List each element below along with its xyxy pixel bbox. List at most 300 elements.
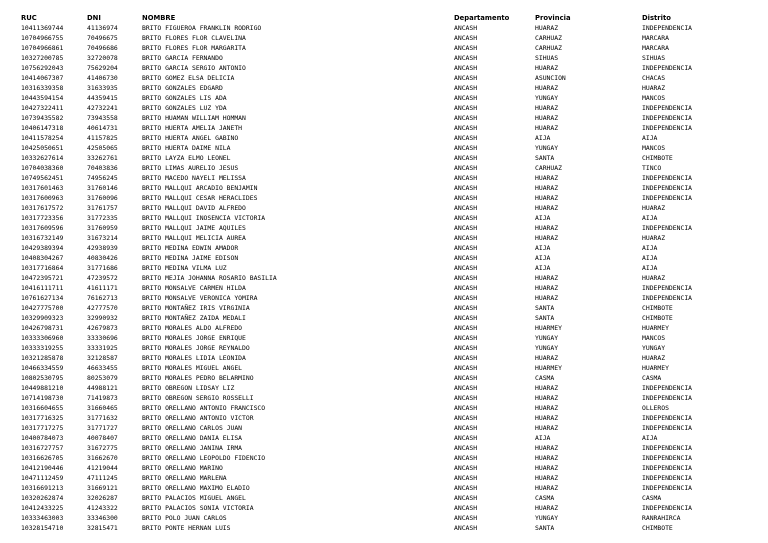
cell-nombre: BRITO POLO JUAN CARLOS [142, 513, 227, 522]
table-row [0, 494, 768, 502]
cell-ruc: 10739435582 [21, 113, 64, 122]
cell-departamento: ANCASH [454, 243, 478, 252]
cell-dni: 75629204 [87, 63, 118, 72]
cell-provincia: SANTA [535, 153, 555, 162]
cell-dni: 41157825 [87, 133, 118, 142]
cell-departamento: ANCASH [454, 163, 478, 172]
cell-distrito: INDEPENDENCIA [642, 283, 693, 292]
cell-distrito: HUARAZ [642, 353, 666, 362]
cell-nombre: BRITO ORELLANO MAXIMO ELADIO [142, 483, 250, 492]
cell-ruc: 10408304267 [21, 253, 64, 262]
cell-distrito: INDEPENDENCIA [642, 223, 693, 232]
cell-departamento: ANCASH [454, 423, 478, 432]
cell-departamento: ANCASH [454, 93, 478, 102]
cell-dni: 44988121 [87, 383, 118, 392]
cell-provincia: HUARAZ [535, 63, 559, 72]
cell-ruc: 10412190446 [21, 463, 64, 472]
cell-dni: 31760096 [87, 193, 118, 202]
table-row [0, 514, 768, 522]
table-row [0, 214, 768, 222]
cell-dni: 42732241 [87, 103, 118, 112]
cell-provincia: HUARAZ [535, 193, 559, 202]
header-departamento: Departamento [454, 14, 510, 22]
cell-provincia: HUARAZ [535, 463, 559, 472]
cell-nombre: BRITO MACEDO NAYELI MELISSA [142, 173, 246, 182]
cell-distrito: AIJA [642, 433, 658, 442]
cell-distrito: INDEPENDENCIA [642, 23, 693, 32]
cell-nombre: BRITO FLORES FLOR CLAVELINA [142, 33, 246, 42]
cell-provincia: HUARAZ [535, 403, 559, 412]
cell-departamento: ANCASH [454, 303, 478, 312]
cell-distrito: INDEPENDENCIA [642, 443, 693, 452]
cell-ruc: 10332627614 [21, 153, 64, 162]
cell-nombre: BRITO MORALES ALDO ALFREDO [142, 323, 243, 332]
cell-nombre: BRITO ORELLANO DANIA ELISA [142, 433, 243, 442]
cell-nombre: BRITO PALACIOS SONIA VICTORIA [142, 503, 254, 512]
cell-ruc: 10471112459 [21, 473, 64, 482]
cell-distrito: HUARMEY [642, 363, 669, 372]
cell-ruc: 10317600963 [21, 193, 64, 202]
cell-provincia: AIJA [535, 433, 551, 442]
cell-departamento: ANCASH [454, 343, 478, 352]
cell-nombre: BRITO HUERTA DAIME NILA [142, 143, 231, 152]
cell-dni: 44359415 [87, 93, 118, 102]
cell-provincia: HUARMEY [535, 323, 562, 332]
table-row [0, 194, 768, 202]
cell-distrito: CASMA [642, 373, 662, 382]
cell-ruc: 10449881210 [21, 383, 64, 392]
header-ruc: RUC [21, 14, 37, 22]
cell-provincia: AIJA [535, 133, 551, 142]
cell-dni: 41243322 [87, 503, 118, 512]
table-row [0, 414, 768, 422]
cell-nombre: BRITO MALLQUI DAVID ALFREDO [142, 203, 246, 212]
cell-departamento: ANCASH [454, 393, 478, 402]
cell-distrito: INDEPENDENCIA [642, 183, 693, 192]
cell-distrito: INDEPENDENCIA [642, 103, 693, 112]
cell-dni: 41406730 [87, 73, 118, 82]
cell-distrito: HUARMEY [642, 323, 669, 332]
cell-dni: 71419873 [87, 393, 118, 402]
cell-nombre: BRITO MEDINA EDWIN AMADOR [142, 243, 239, 252]
cell-distrito: INDEPENDENCIA [642, 383, 693, 392]
cell-ruc: 10400784073 [21, 433, 64, 442]
cell-distrito: INDEPENDENCIA [642, 413, 693, 422]
cell-ruc: 10749562451 [21, 173, 64, 182]
cell-provincia: ASUNCION [535, 73, 566, 82]
cell-departamento: ANCASH [454, 43, 478, 52]
cell-ruc: 10333306960 [21, 333, 64, 342]
cell-departamento: ANCASH [454, 273, 478, 282]
table-row [0, 504, 768, 512]
cell-provincia: HUARAZ [535, 103, 559, 112]
cell-provincia: HUARAZ [535, 453, 559, 462]
cell-distrito: HUARAZ [642, 273, 666, 282]
cell-departamento: ANCASH [454, 63, 478, 72]
cell-provincia: HUARAZ [535, 223, 559, 232]
cell-departamento: ANCASH [454, 113, 478, 122]
cell-distrito: OLLEROS [642, 403, 669, 412]
cell-ruc: 10416111711 [21, 283, 64, 292]
cell-departamento: ANCASH [454, 463, 478, 472]
cell-nombre: BRITO MORALES PEDRO BELARMINO [142, 373, 254, 382]
cell-dni: 76162713 [87, 293, 118, 302]
cell-provincia: HUARAZ [535, 113, 559, 122]
cell-distrito: CHIMBOTE [642, 313, 673, 322]
cell-nombre: BRITO MONTAÑEZ ZAIDA MEDALI [142, 313, 246, 322]
cell-dni: 42938939 [87, 243, 118, 252]
cell-nombre: BRITO GARCIA SERGIO ANTONIO [142, 63, 246, 72]
cell-ruc: 10429389394 [21, 243, 64, 252]
cell-dni: 42505065 [87, 143, 118, 152]
cell-nombre: BRITO GONZALES EDGARD [142, 83, 223, 92]
cell-ruc: 10756292043 [21, 63, 64, 72]
cell-departamento: ANCASH [454, 53, 478, 62]
cell-dni: 47239572 [87, 273, 118, 282]
cell-departamento: ANCASH [454, 193, 478, 202]
cell-dni: 70496675 [87, 33, 118, 42]
cell-nombre: BRITO MALLQUI CESAR HERACLIDES [142, 193, 258, 202]
table-row [0, 484, 768, 492]
cell-ruc: 10411578254 [21, 133, 64, 142]
cell-departamento: ANCASH [454, 33, 478, 42]
cell-dni: 33330696 [87, 333, 118, 342]
table-row [0, 304, 768, 312]
cell-departamento: ANCASH [454, 223, 478, 232]
table-row [0, 174, 768, 182]
cell-dni: 31772335 [87, 213, 118, 222]
cell-nombre: BRITO HUAMAN WILLIAM HOMMAN [142, 113, 246, 122]
cell-distrito: INDEPENDENCIA [642, 173, 693, 182]
cell-dni: 32815471 [87, 523, 118, 532]
table-row [0, 394, 768, 402]
cell-provincia: YUNGAY [535, 513, 559, 522]
cell-nombre: BRITO HUERTA ANGEL GABINO [142, 133, 239, 142]
cell-departamento: ANCASH [454, 293, 478, 302]
cell-nombre: BRITO GOMEZ ELSA DELICIA [142, 73, 235, 82]
cell-ruc: 10406147318 [21, 123, 64, 132]
table-row [0, 344, 768, 352]
cell-distrito: INDEPENDENCIA [642, 423, 693, 432]
cell-provincia: HUARAZ [535, 173, 559, 182]
cell-distrito: CASMA [642, 493, 662, 502]
cell-provincia: AIJA [535, 263, 551, 272]
cell-provincia: HUARAZ [535, 443, 559, 452]
cell-nombre: BRITO MALLQUI INOSENCIA VICTORIA [142, 213, 266, 222]
cell-ruc: 10425050651 [21, 143, 64, 152]
cell-departamento: ANCASH [454, 483, 478, 492]
cell-nombre: BRITO MALLQUI MELICIA AUREA [142, 233, 246, 242]
cell-ruc: 10802530795 [21, 373, 64, 382]
table-row [0, 444, 768, 452]
cell-ruc: 10333463003 [21, 513, 64, 522]
table-row [0, 294, 768, 302]
cell-departamento: ANCASH [454, 253, 478, 262]
cell-provincia: CARHUAZ [535, 33, 562, 42]
cell-nombre: BRITO GARCIA FERNANDO [142, 53, 223, 62]
cell-distrito: TINCO [642, 163, 662, 172]
table-row [0, 34, 768, 42]
cell-nombre: BRITO ORELLANO MARLENA [142, 473, 227, 482]
table-row [0, 234, 768, 242]
cell-provincia: AIJA [535, 213, 551, 222]
cell-ruc: 10321285878 [21, 353, 64, 362]
cell-provincia: CASMA [535, 493, 555, 502]
cell-departamento: ANCASH [454, 523, 478, 532]
cell-departamento: ANCASH [454, 403, 478, 412]
cell-departamento: ANCASH [454, 233, 478, 242]
header-dni: DNI [87, 14, 101, 22]
cell-provincia: SANTA [535, 303, 555, 312]
cell-ruc: 10466334559 [21, 363, 64, 372]
header-provincia: Provincia [535, 14, 571, 22]
cell-nombre: BRITO ORELLANO JANINA IRMA [142, 443, 243, 452]
cell-provincia: HUARAZ [535, 123, 559, 132]
cell-departamento: ANCASH [454, 443, 478, 452]
cell-distrito: SIHUAS [642, 53, 666, 62]
cell-ruc: 10427775700 [21, 303, 64, 312]
cell-nombre: BRITO FIGUEROA FRANKLIN RODRIGO [142, 23, 262, 32]
cell-provincia: AIJA [535, 253, 551, 262]
cell-distrito: MANCOS [642, 333, 666, 342]
cell-nombre: BRITO MONSALVE VERONICA YOMIRA [142, 293, 258, 302]
cell-departamento: ANCASH [454, 123, 478, 132]
cell-departamento: ANCASH [454, 413, 478, 422]
table-row [0, 24, 768, 32]
cell-nombre: BRITO ORELLANO CARLOS JUAN [142, 423, 243, 432]
cell-distrito: INDEPENDENCIA [642, 463, 693, 472]
cell-dni: 42777570 [87, 303, 118, 312]
cell-departamento: ANCASH [454, 473, 478, 482]
table-row [0, 124, 768, 132]
cell-provincia: HUARAZ [535, 23, 559, 32]
cell-ruc: 10316604655 [21, 403, 64, 412]
cell-ruc: 10427322411 [21, 103, 64, 112]
cell-provincia: HUARAZ [535, 503, 559, 512]
cell-dni: 80253079 [87, 373, 118, 382]
cell-ruc: 10333319255 [21, 343, 64, 352]
cell-dni: 40078407 [87, 433, 118, 442]
cell-ruc: 10704038360 [21, 163, 64, 172]
cell-dni: 31760146 [87, 183, 118, 192]
cell-departamento: ANCASH [454, 513, 478, 522]
cell-provincia: HUARAZ [535, 473, 559, 482]
table-row [0, 524, 768, 532]
cell-dni: 31669121 [87, 483, 118, 492]
cell-dni: 41136974 [87, 23, 118, 32]
cell-dni: 31672775 [87, 443, 118, 452]
cell-distrito: CHIMBOTE [642, 303, 673, 312]
table-row [0, 264, 768, 272]
cell-nombre: BRITO ORELLANO MARINO [142, 463, 223, 472]
cell-provincia: HUARAZ [535, 283, 559, 292]
cell-distrito: INDEPENDENCIA [642, 483, 693, 492]
cell-dni: 73943558 [87, 113, 118, 122]
cell-ruc: 10443594154 [21, 93, 64, 102]
cell-provincia: HUARAZ [535, 183, 559, 192]
cell-distrito: RANRAHIRCA [642, 513, 681, 522]
cell-provincia: HUARAZ [535, 423, 559, 432]
cell-dni: 32720078 [87, 53, 118, 62]
cell-dni: 70403836 [87, 163, 118, 172]
cell-departamento: ANCASH [454, 183, 478, 192]
cell-provincia: SANTA [535, 313, 555, 322]
cell-distrito: MARCARA [642, 43, 669, 52]
cell-dni: 31660465 [87, 403, 118, 412]
table-row [0, 384, 768, 392]
cell-nombre: BRITO HUERTA AMELIA JANETH [142, 123, 243, 132]
cell-distrito: INDEPENDENCIA [642, 393, 693, 402]
cell-ruc: 10320262874 [21, 493, 64, 502]
cell-provincia: SIHUAS [535, 53, 559, 62]
cell-departamento: ANCASH [454, 73, 478, 82]
cell-nombre: BRITO MEDINA JAIME EDISON [142, 253, 239, 262]
cell-distrito: YUNGAY [642, 343, 666, 352]
cell-provincia: CARHUAZ [535, 163, 562, 172]
cell-ruc: 10714198730 [21, 393, 64, 402]
cell-distrito: CHIMBOTE [642, 523, 673, 532]
cell-departamento: ANCASH [454, 103, 478, 112]
cell-departamento: ANCASH [454, 363, 478, 372]
cell-dni: 31761757 [87, 203, 118, 212]
cell-ruc: 10704966755 [21, 33, 64, 42]
table-row [0, 44, 768, 52]
cell-ruc: 10317617572 [21, 203, 64, 212]
cell-departamento: ANCASH [454, 133, 478, 142]
cell-provincia: HUARAZ [535, 293, 559, 302]
cell-nombre: BRITO MORALES JORGE REYNALDO [142, 343, 250, 352]
cell-nombre: BRITO PONTE HERNAN LUIS [142, 523, 231, 532]
cell-provincia: HUARAZ [535, 273, 559, 282]
cell-nombre: BRITO MALLQUI ARCADIO BENJAMIN [142, 183, 258, 192]
cell-nombre: BRITO MORALES JORGE ENRIQUE [142, 333, 246, 342]
cell-departamento: ANCASH [454, 333, 478, 342]
table-row [0, 104, 768, 112]
table-row [0, 434, 768, 442]
cell-dni: 70496686 [87, 43, 118, 52]
cell-nombre: BRITO PALACIOS MIGUEL ANGEL [142, 493, 246, 502]
cell-nombre: BRITO MONSALVE CARMEN HILDA [142, 283, 246, 292]
cell-departamento: ANCASH [454, 173, 478, 182]
cell-provincia: HUARAZ [535, 83, 559, 92]
cell-departamento: ANCASH [454, 433, 478, 442]
cell-dni: 31673214 [87, 233, 118, 242]
cell-distrito: AIJA [642, 133, 658, 142]
cell-ruc: 10411369744 [21, 23, 64, 32]
cell-ruc: 10412433225 [21, 503, 64, 512]
cell-distrito: AIJA [642, 213, 658, 222]
cell-provincia: HUARAZ [535, 233, 559, 242]
cell-ruc: 10328154710 [21, 523, 64, 532]
cell-distrito: AIJA [642, 243, 658, 252]
cell-dni: 47111245 [87, 473, 118, 482]
cell-ruc: 10317723356 [21, 213, 64, 222]
cell-distrito: INDEPENDENCIA [642, 473, 693, 482]
cell-dni: 33262761 [87, 153, 118, 162]
cell-dni: 31771727 [87, 423, 118, 432]
table-row [0, 314, 768, 322]
cell-dni: 31662670 [87, 453, 118, 462]
cell-ruc: 10317716325 [21, 413, 64, 422]
cell-ruc: 10426798731 [21, 323, 64, 332]
cell-distrito: HUARAZ [642, 203, 666, 212]
cell-provincia: YUNGAY [535, 333, 559, 342]
table-row [0, 64, 768, 72]
cell-nombre: BRITO FLORES FLOR MARGARITA [142, 43, 246, 52]
cell-ruc: 10327200785 [21, 53, 64, 62]
cell-nombre: BRITO GONZALES LIS ADA [142, 93, 227, 102]
cell-ruc: 10316691213 [21, 483, 64, 492]
table-row [0, 464, 768, 472]
table-row [0, 204, 768, 212]
cell-ruc: 10704966861 [21, 43, 64, 52]
cell-dni: 42679873 [87, 323, 118, 332]
cell-nombre: BRITO ORELLANO LEOPOLDO FIDENCIO [142, 453, 266, 462]
table-row [0, 454, 768, 462]
cell-dni: 33346300 [87, 513, 118, 522]
cell-distrito: MARCARA [642, 33, 669, 42]
cell-departamento: ANCASH [454, 153, 478, 162]
cell-departamento: ANCASH [454, 453, 478, 462]
header-nombre: NOMBRE [142, 14, 176, 22]
cell-distrito: MANCOS [642, 143, 666, 152]
table-row [0, 334, 768, 342]
cell-nombre: BRITO ORELLANO ANTONIO FRANCISCO [142, 403, 266, 412]
table-header [0, 14, 768, 22]
cell-distrito: INDEPENDENCIA [642, 123, 693, 132]
cell-dni: 41219044 [87, 463, 118, 472]
cell-distrito: INDEPENDENCIA [642, 503, 693, 512]
cell-ruc: 10472395721 [21, 273, 64, 282]
cell-distrito: AIJA [642, 263, 658, 272]
cell-distrito: MANCOS [642, 93, 666, 102]
cell-provincia: CARHUAZ [535, 43, 562, 52]
cell-ruc: 10317716864 [21, 263, 64, 272]
cell-departamento: ANCASH [454, 383, 478, 392]
cell-provincia: SANTA [535, 523, 555, 532]
cell-departamento: ANCASH [454, 263, 478, 272]
cell-ruc: 10761627134 [21, 293, 64, 302]
table-row [0, 94, 768, 102]
table-row [0, 84, 768, 92]
table-row [0, 254, 768, 262]
table-row [0, 404, 768, 412]
cell-dni: 32128587 [87, 353, 118, 362]
table-row [0, 364, 768, 372]
table-row [0, 474, 768, 482]
table-row [0, 184, 768, 192]
cell-nombre: BRITO ORELLANO ANTONIO VICTOR [142, 413, 254, 422]
cell-dni: 74956245 [87, 173, 118, 182]
cell-nombre: BRITO OBREGON LIDSAY LIZ [142, 383, 235, 392]
cell-dni: 32026287 [87, 493, 118, 502]
cell-dni: 31771686 [87, 263, 118, 272]
cell-ruc: 10317601463 [21, 183, 64, 192]
cell-ruc: 10414067307 [21, 73, 64, 82]
cell-departamento: ANCASH [454, 83, 478, 92]
table-row [0, 224, 768, 232]
cell-departamento: ANCASH [454, 493, 478, 502]
table-row [0, 164, 768, 172]
cell-provincia: HUARAZ [535, 353, 559, 362]
cell-nombre: BRITO GONZALES LUZ YDA [142, 103, 227, 112]
cell-distrito: INDEPENDENCIA [642, 63, 693, 72]
cell-distrito: INDEPENDENCIA [642, 193, 693, 202]
cell-nombre: BRITO LAYZA ELMO LEONEL [142, 153, 231, 162]
table-row [0, 114, 768, 122]
cell-departamento: ANCASH [454, 203, 478, 212]
cell-distrito: INDEPENDENCIA [642, 293, 693, 302]
